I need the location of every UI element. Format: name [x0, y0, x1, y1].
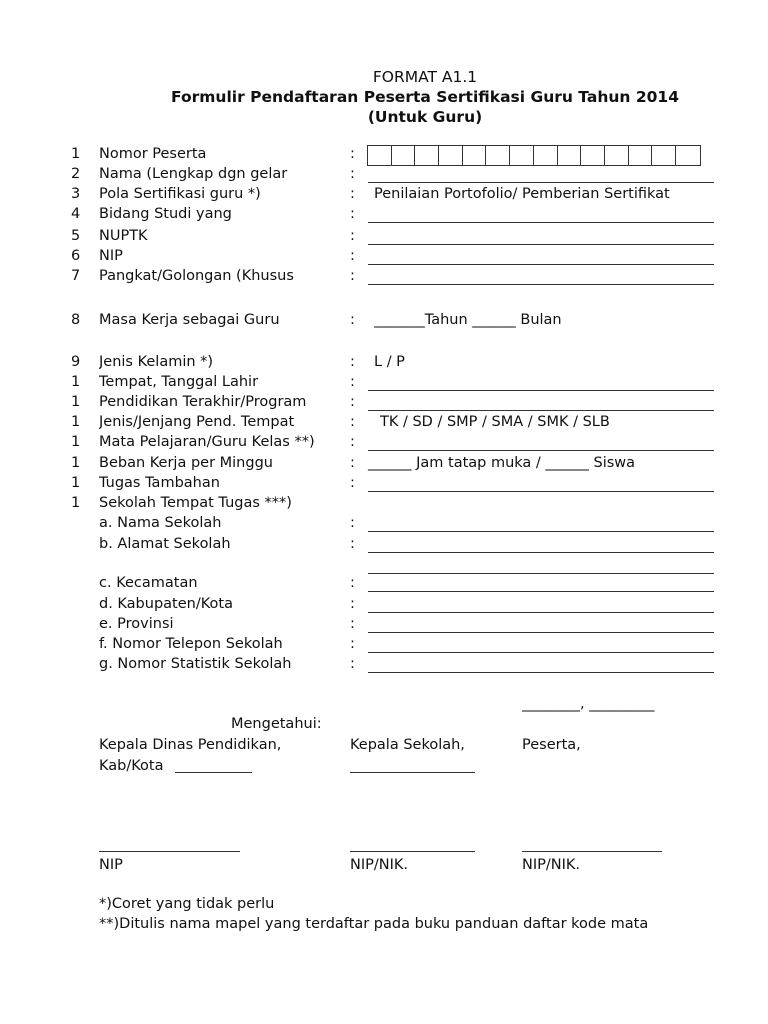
- field-label: Masa Kerja sebagai Guru: [99, 312, 280, 328]
- field-row-beban-kerja: [0, 455, 768, 475]
- footnote-1: *)Coret yang tidak perlu: [99, 896, 275, 912]
- field-label: Tempat, Tanggal Lahir: [99, 374, 259, 390]
- field-input-line[interactable]: [368, 552, 714, 553]
- field-label: Sekolah Tempat Tugas ***): [99, 495, 292, 511]
- kabkota-label: Kab/Kota: [99, 758, 164, 774]
- field-number: 3: [71, 186, 81, 202]
- field-label: Nama (Lengkap dgn gelar: [99, 166, 288, 182]
- field-colon: :: [350, 455, 355, 471]
- field-row-nuptk: [0, 228, 768, 248]
- kepala-sekolah-name-line[interactable]: [350, 772, 475, 773]
- field-row-jenis-kelamin: [0, 354, 768, 374]
- field-number: 1: [71, 495, 81, 511]
- field-input-line[interactable]: [368, 264, 714, 265]
- field-number: 2: [71, 166, 81, 182]
- field-label: Beban Kerja per Minggu: [99, 455, 273, 471]
- field-label: Bidang Studi yang: [99, 206, 232, 222]
- field-colon: :: [350, 616, 355, 632]
- field-row-kabupaten: [0, 596, 768, 616]
- field-input-line[interactable]: [368, 531, 714, 532]
- kepala-dinas-label: Kepala Dinas Pendidikan,: [99, 737, 282, 753]
- field-input-line[interactable]: [368, 573, 714, 574]
- field-row-mata-pelajaran: [0, 434, 768, 454]
- signature-line-kepsek[interactable]: [350, 851, 475, 852]
- field-label: d. Kabupaten/Kota: [99, 596, 233, 612]
- field-number: 5: [71, 228, 81, 244]
- field-colon: :: [350, 434, 355, 450]
- field-value[interactable]: ______ Jam tatap muka / ______ Siswa: [368, 455, 636, 471]
- field-row-jenjang: [0, 414, 768, 434]
- field-input-line[interactable]: [368, 591, 714, 592]
- field-colon: :: [350, 166, 355, 182]
- field-input-line[interactable]: [368, 284, 714, 285]
- field-input-line[interactable]: [368, 672, 714, 673]
- field-row-masa-kerja: [0, 312, 768, 332]
- field-label: f. Nomor Telepon Sekolah: [99, 636, 283, 652]
- field-row-ttl: [0, 374, 768, 394]
- field-colon: :: [350, 636, 355, 652]
- field-label: a. Nama Sekolah: [99, 515, 222, 531]
- field-label: Pola Sertifikasi guru *): [99, 186, 261, 202]
- field-row-nip: [0, 248, 768, 268]
- field-row-telepon-sekolah: [0, 636, 768, 656]
- field-input-line[interactable]: [368, 410, 714, 411]
- field-number: 1: [71, 374, 81, 390]
- signature-line-dinas[interactable]: [99, 851, 240, 852]
- field-row-provinsi: [0, 616, 768, 636]
- field-number: 9: [71, 354, 81, 370]
- field-value[interactable]: _______Tahun ______ Bulan: [374, 312, 562, 328]
- form-code: FORMAT A1.1: [372, 68, 478, 86]
- field-colon: :: [350, 596, 355, 612]
- footnote-2: **)Ditulis nama mapel yang terdaftar pada buku panduan daftar kode mata: [99, 916, 649, 932]
- field-row-pola-sertifikasi: [0, 186, 768, 206]
- field-input-line[interactable]: [368, 222, 714, 223]
- date-line[interactable]: ________, _________: [522, 696, 655, 712]
- field-label: b. Alamat Sekolah: [99, 536, 231, 552]
- field-label: Jenis/Jenjang Pend. Tempat: [99, 414, 295, 430]
- field-row-pangkat: [0, 268, 768, 288]
- field-number: 1: [71, 394, 81, 410]
- field-colon: :: [350, 186, 355, 202]
- field-number: 7: [71, 268, 81, 284]
- field-row-nss: [0, 656, 768, 676]
- field-number: 8: [71, 312, 81, 328]
- field-input-line[interactable]: [368, 632, 714, 633]
- field-value: L / P: [374, 354, 405, 370]
- field-colon: :: [350, 354, 355, 370]
- field-input-line[interactable]: [368, 652, 714, 653]
- form-title: Formulir Pendaftaran Peserta Sertifikasi Guru Tahun 2014: [171, 88, 679, 106]
- nomor-peserta-boxes[interactable]: [367, 145, 701, 166]
- field-input-line[interactable]: [368, 390, 714, 391]
- field-value: TK / SD / SMP / SMA / SMK / SLB: [380, 414, 610, 430]
- field-number: 1: [71, 434, 81, 450]
- field-label: NUPTK: [99, 228, 148, 244]
- field-input-line[interactable]: [368, 612, 714, 613]
- mengetahui-label: Mengetahui:: [231, 716, 322, 732]
- field-label: NIP: [99, 248, 123, 264]
- field-row-pendidikan: [0, 394, 768, 414]
- field-colon: :: [350, 268, 355, 284]
- field-number: 1: [71, 146, 81, 162]
- nip-peserta-label: NIP/NIK.: [522, 857, 580, 873]
- field-input-line[interactable]: [368, 491, 714, 492]
- field-row-sekolah-tugas: [0, 495, 768, 515]
- field-label: Mata Pelajaran/Guru Kelas **): [99, 434, 315, 450]
- field-colon: :: [350, 475, 355, 491]
- field-row-kecamatan: [0, 575, 768, 595]
- field-input-line[interactable]: [368, 244, 714, 245]
- field-number: 1: [71, 455, 81, 471]
- field-colon: :: [350, 146, 355, 162]
- peserta-label: Peserta,: [522, 737, 581, 753]
- field-label: Jenis Kelamin *): [99, 354, 214, 370]
- kabkota-input-line[interactable]: [175, 772, 252, 773]
- field-colon: :: [350, 228, 355, 244]
- field-input-line[interactable]: [368, 182, 714, 183]
- field-input-line[interactable]: [368, 450, 714, 451]
- field-colon: :: [350, 248, 355, 264]
- field-colon: :: [350, 536, 355, 552]
- nip-kepsek-label: NIP/NIK.: [350, 857, 408, 873]
- field-label: Pangkat/Golongan (Khusus: [99, 268, 294, 284]
- field-row-tugas-tambahan: [0, 475, 768, 495]
- field-number: 6: [71, 248, 81, 264]
- field-colon: :: [350, 206, 355, 222]
- field-value: Penilaian Portofolio/ Pemberian Sertifikat: [374, 186, 670, 202]
- field-row-alamat-sekolah-line2: [0, 557, 768, 577]
- field-row-nama-sekolah: [0, 515, 768, 535]
- field-colon: :: [350, 312, 355, 328]
- field-colon: :: [350, 575, 355, 591]
- field-colon: :: [350, 414, 355, 430]
- signature-line-peserta[interactable]: [522, 851, 662, 852]
- field-label: c. Kecamatan: [99, 575, 198, 591]
- field-number: 1: [71, 475, 81, 491]
- field-label: Tugas Tambahan: [99, 475, 220, 491]
- field-colon: :: [350, 656, 355, 672]
- field-colon: :: [350, 394, 355, 410]
- nip-dinas-label: NIP: [99, 857, 123, 873]
- field-label: Pendidikan Terakhir/Program: [99, 394, 307, 410]
- field-number: 4: [71, 206, 81, 222]
- field-row-alamat-sekolah: [0, 536, 768, 556]
- field-label: Nomor Peserta: [99, 146, 207, 162]
- form-subtitle: (Untuk Guru): [367, 108, 483, 126]
- field-label: g. Nomor Statistik Sekolah: [99, 656, 292, 672]
- field-number: 1: [71, 414, 81, 430]
- field-row-bidang-studi: [0, 206, 768, 226]
- field-label: e. Provinsi: [99, 616, 174, 632]
- field-colon: :: [350, 515, 355, 531]
- field-colon: :: [350, 374, 355, 390]
- field-row-nama: [0, 166, 768, 186]
- kepala-sekolah-label: Kepala Sekolah,: [350, 737, 465, 753]
